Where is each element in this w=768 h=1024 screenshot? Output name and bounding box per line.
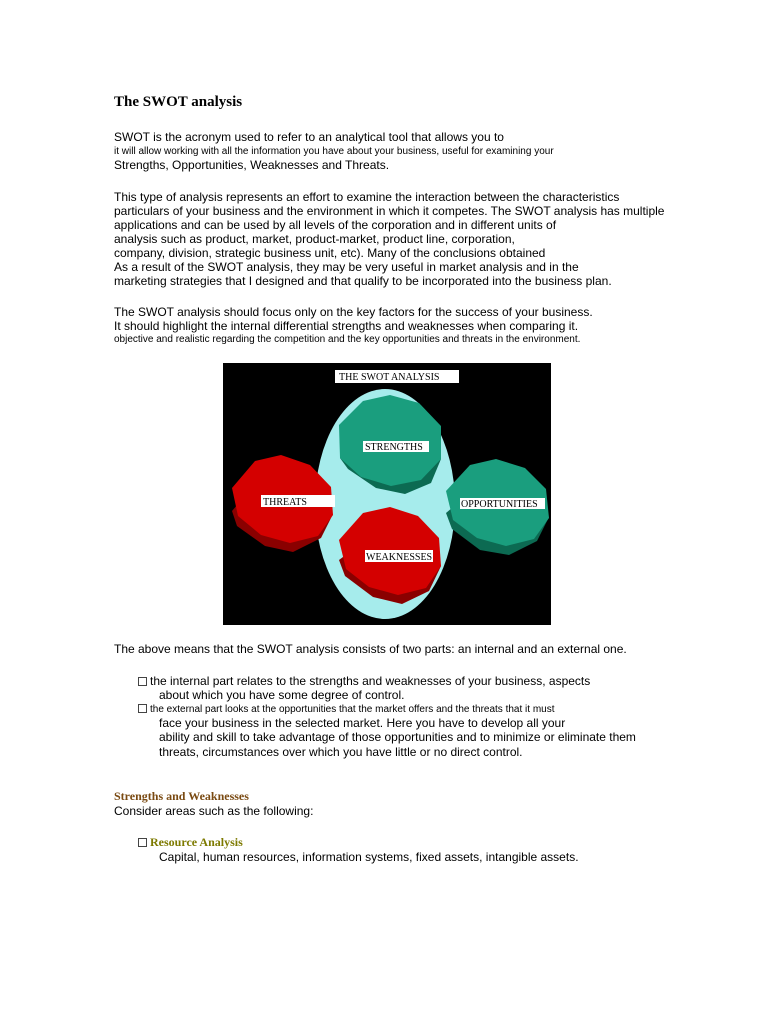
bullet-box-icon bbox=[138, 838, 147, 847]
bullet-2-line-3: ability and skill to take advantage of those opportunities and to minimize or eliminate them bbox=[159, 730, 636, 744]
bullet-1-line-1 bbox=[138, 674, 590, 688]
bullet-2-line-2: face your business in the selected market. Here you have to develop all your bbox=[159, 716, 566, 730]
bullet-box-icon bbox=[138, 704, 147, 713]
strengths-weaknesses-heading: Strengths and Weaknesses bbox=[114, 789, 249, 803]
bullet-box-icon bbox=[138, 677, 147, 686]
resource-analysis-text: Capital, human resources, information systems, fixed assets, intangible assets. bbox=[159, 850, 579, 864]
paragraph-4: The above means that the SWOT analysis consists of two parts: an internal and an external one. bbox=[114, 642, 627, 656]
paragraph-2-line-3: applications and can be used by all levels of the corporation and in different units of bbox=[114, 218, 557, 232]
paragraph-1-line-3: Strengths, Opportunities, Weaknesses and Threats. bbox=[114, 158, 390, 172]
bullet-2-line-4: threats, circumstances over which you have little or no direct control. bbox=[159, 745, 523, 759]
bullet-1-line-2: about which you have some degree of control. bbox=[159, 688, 405, 702]
weaknesses-label: WEAKNESSES bbox=[366, 552, 433, 563]
paragraph-3-line-1: The SWOT analysis should focus only on the key factors for the success of your business. bbox=[114, 305, 593, 319]
paragraph-2-line-5: company, division, strategic business unit, etc). Many of the conclusions obtained bbox=[114, 246, 546, 260]
bullet-1-text: the internal part relates to the strengths and weaknesses of your business, aspects bbox=[150, 674, 591, 688]
paragraph-3-line-3: objective and realistic regarding the competition and the key opportunities and threats in the environment. bbox=[114, 334, 581, 345]
paragraph-2-line-2: particulars of your business and the environment in which it competes. The SWOT analysis has multiple bbox=[114, 204, 665, 218]
paragraph-1-line-2: it will allow working with all the information you have about your business, useful for examining your bbox=[114, 146, 554, 157]
paragraph-2-line-7: marketing strategies that I designed and that qualify to be incorporated into the business plan. bbox=[114, 274, 612, 288]
paragraph-2-line-6: As a result of the SWOT analysis, they may be very useful in market analysis and in the bbox=[114, 260, 579, 274]
paragraph-3-line-2: It should highlight the internal differential strengths and weaknesses when comparing it. bbox=[114, 319, 579, 333]
paragraph-1-line-1: SWOT is the acronym used to refer to an analytical tool that allows you to bbox=[114, 130, 504, 144]
bullet-2-line-1 bbox=[138, 703, 555, 717]
diagram-title: THE SWOT ANALYSIS bbox=[339, 372, 440, 383]
swot-diagram bbox=[223, 363, 551, 625]
page-title: The SWOT analysis bbox=[114, 94, 243, 110]
strengths-label: STRENGTHS bbox=[365, 442, 423, 453]
threats-label: THREATS bbox=[263, 497, 307, 508]
bullet-2-text: the external part looks at the opportunities that the market offers and the threats that it must bbox=[150, 704, 555, 715]
paragraph-2-line-1: This type of analysis represents an effort to examine the interaction between the characteristics bbox=[114, 190, 620, 204]
opportunities-label: OPPORTUNITIES bbox=[461, 499, 538, 510]
resource-analysis-heading: Resource Analysis bbox=[150, 835, 243, 849]
sw-intro: Consider areas such as the following: bbox=[114, 804, 314, 818]
swot-diagram-svg bbox=[223, 363, 551, 625]
resource-analysis-item bbox=[138, 835, 243, 849]
paragraph-2-line-4: analysis such as product, market, product-market, product line, corporation, bbox=[114, 232, 515, 246]
